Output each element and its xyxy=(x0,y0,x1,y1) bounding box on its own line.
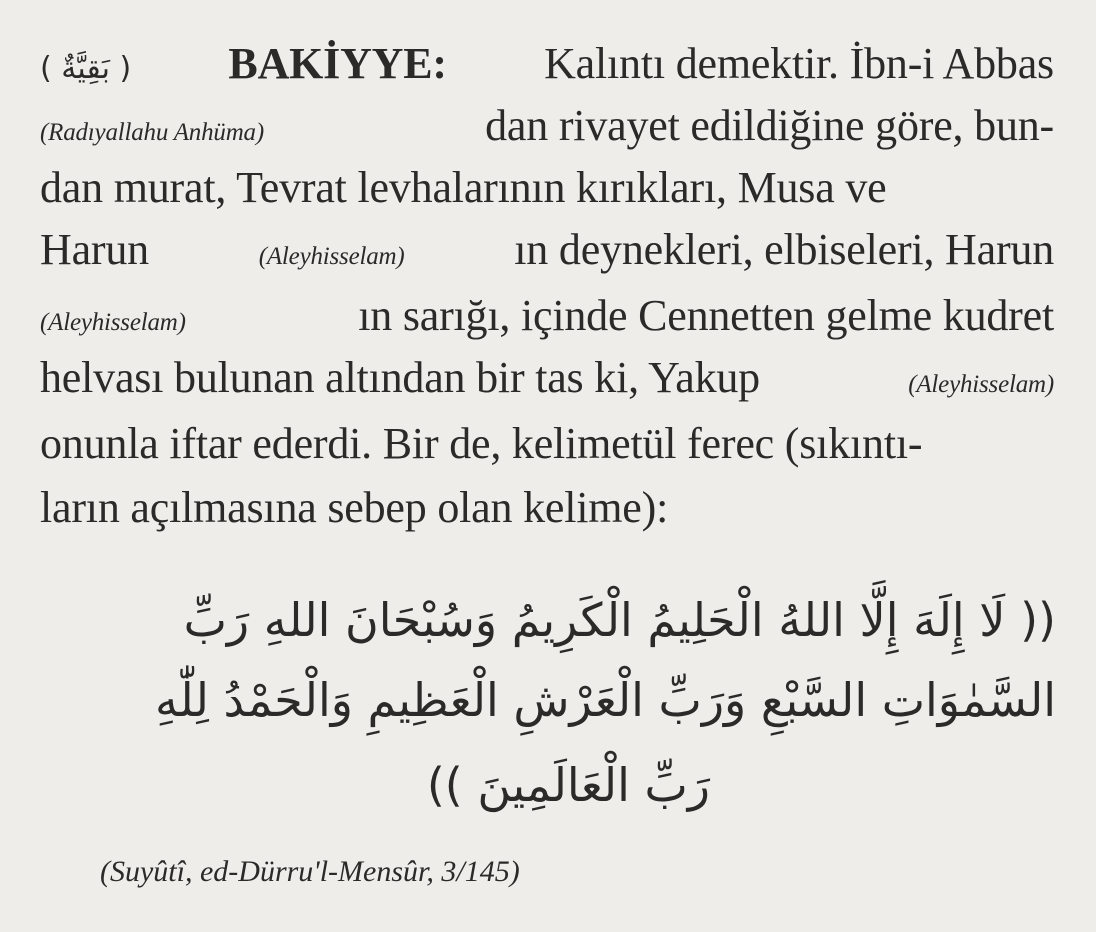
line-2-text: dan rivayet edildiğine göre, bun- xyxy=(485,101,1054,150)
line-5-text: ın sarığı, içinde Cennetten gelme kudret xyxy=(358,291,1054,340)
honorific-aleyhisselam-2: (Aleyhisselam) xyxy=(40,309,186,336)
line-7-text: onunla iftar ederdi. Bir de, kelimetül ferec (sıkıntı- xyxy=(40,419,923,468)
line-8-text: ların açılmasına sebep olan kelime): xyxy=(40,483,669,532)
headword: BAKİYYE: xyxy=(228,39,447,88)
line-2 xyxy=(40,100,1054,159)
citation: (Suyûtî, ed-Dürru'l-Mensûr, 3/145) xyxy=(100,855,520,888)
definition-start: Kalıntı demektir. İbn-i Abbas xyxy=(544,39,1054,88)
arabic-quote-line-3: رَبِّ الْعَالَمِينَ )) xyxy=(426,758,710,812)
line-3-text: dan murat, Tevrat levhalarının kırıkları, Musa ve xyxy=(40,163,887,212)
arabic-quote-line-2: السَّمٰوَاتِ السَّبْعِ وَرَبِّ الْعَرْشِ الْعَظِيمِ وَالْحَمْدُ لِلّٰهِ xyxy=(154,673,1056,727)
line-6 xyxy=(40,352,1054,411)
honorific-aleyhisselam-1: (Aleyhisselam) xyxy=(258,243,405,270)
honorific-radiyallahu: (Radıyallahu Anhüma) xyxy=(40,119,264,146)
line-8 xyxy=(40,482,1054,534)
line-4-text-b: ın deynekleri, elbiseleri, Harun xyxy=(514,225,1054,274)
line-5 xyxy=(40,290,1054,349)
line-4-text-a: Harun xyxy=(40,225,149,274)
line-4 xyxy=(40,224,1054,283)
arabic-term: ( بَقِيَّةٌ ) xyxy=(40,51,132,86)
line-6-text: helvası bulunan altından bir tas ki, Yakup xyxy=(40,353,760,402)
honorific-aleyhisselam-3: (Aleyhisselam) xyxy=(908,371,1054,398)
arabic-quote-line-1: (( لَا إِلَهَ إِلَّا اللهُ الْحَلِيمُ الْكَرِيمُ وَسُبْحَانَ اللهِ رَبِّ xyxy=(183,593,1056,647)
line-3 xyxy=(40,162,1054,214)
line-1 xyxy=(40,38,1054,95)
line-7 xyxy=(40,418,1054,470)
